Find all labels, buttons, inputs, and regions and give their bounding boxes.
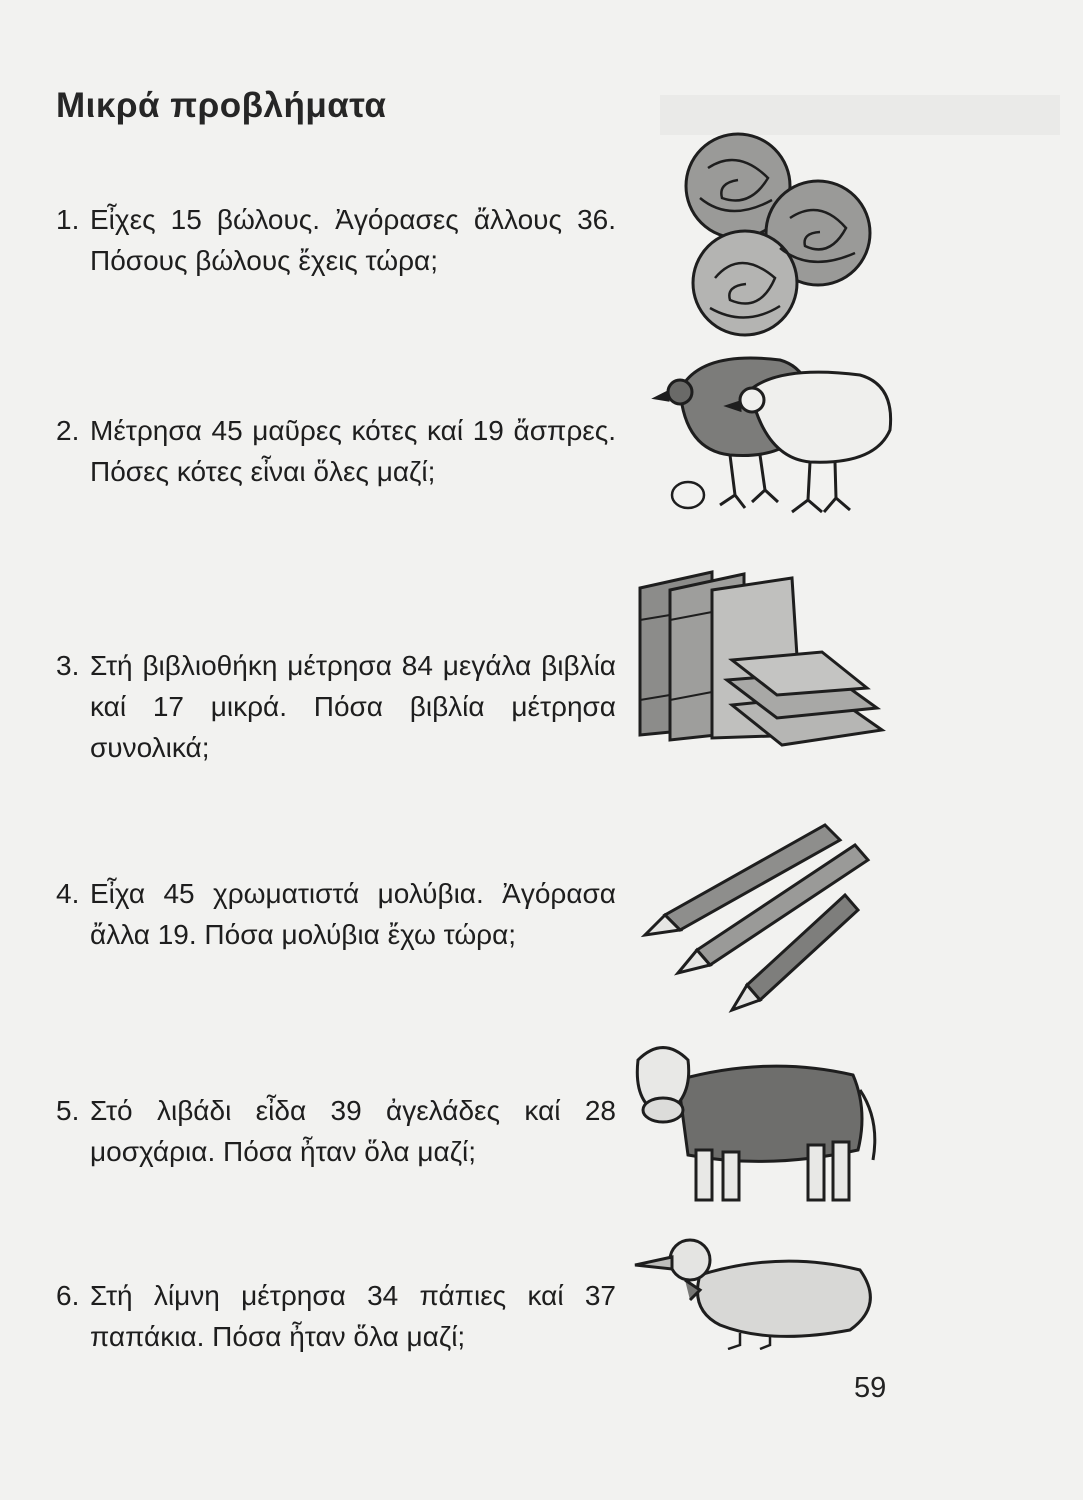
marbles-illustration xyxy=(660,128,910,343)
problem-text: Μέτρησα 45 μαῦρες κότες καί 19 ἄσπρες. Πόσες κότες εἶναι ὅλες μαζί; xyxy=(90,415,616,487)
page-number: 59 xyxy=(854,1372,887,1404)
problem-text: Στό λιβάδι εἶδα 39 ἀγελάδες καί 28 μοσχάρια. Πόσα ἦταν ὅλα μαζί; xyxy=(90,1095,616,1167)
cow-illustration xyxy=(618,1030,880,1210)
problem-4 xyxy=(56,873,616,955)
problem-number: 2. xyxy=(56,415,80,446)
problem-number: 3. xyxy=(56,650,80,681)
duck-illustration xyxy=(600,1225,892,1350)
problem-6 xyxy=(56,1275,616,1357)
books-illustration xyxy=(632,560,902,770)
problem-text: Εἶχες 15 βώλους. Ἀγόρασες ἄλλους 36. Πόσους βώλους ἔχεις τώρα; xyxy=(90,204,616,276)
problem-5 xyxy=(56,1090,616,1172)
problem-2 xyxy=(56,410,616,492)
problem-text: Εἶχα 45 χρωματιστά μολύβια. Ἀγόρασα ἄλλα 19. Πόσα μολύβια ἔχω τώρα; xyxy=(90,878,616,950)
problem-text: Στή βιβλιοθήκη μέτρησα 84 μεγάλα βιβλία καί 17 μικρά. Πόσα βιβλία μέτρησα συνολικά; xyxy=(90,650,616,763)
pencils-illustration xyxy=(640,805,880,1015)
hens-illustration xyxy=(640,330,905,525)
problem-number: 1. xyxy=(56,204,80,235)
problem-1 xyxy=(56,199,616,281)
problem-3 xyxy=(56,645,616,768)
problem-number: 5. xyxy=(56,1095,80,1126)
problem-number: 4. xyxy=(56,878,80,909)
page-title: Μικρά προβλήματα xyxy=(56,86,387,125)
problem-number: 6. xyxy=(56,1280,80,1311)
problem-text: Στή λίμνη μέτρησα 34 πάπιες καί 37 παπάκια. Πόσα ἦταν ὅλα μαζί; xyxy=(90,1280,616,1352)
